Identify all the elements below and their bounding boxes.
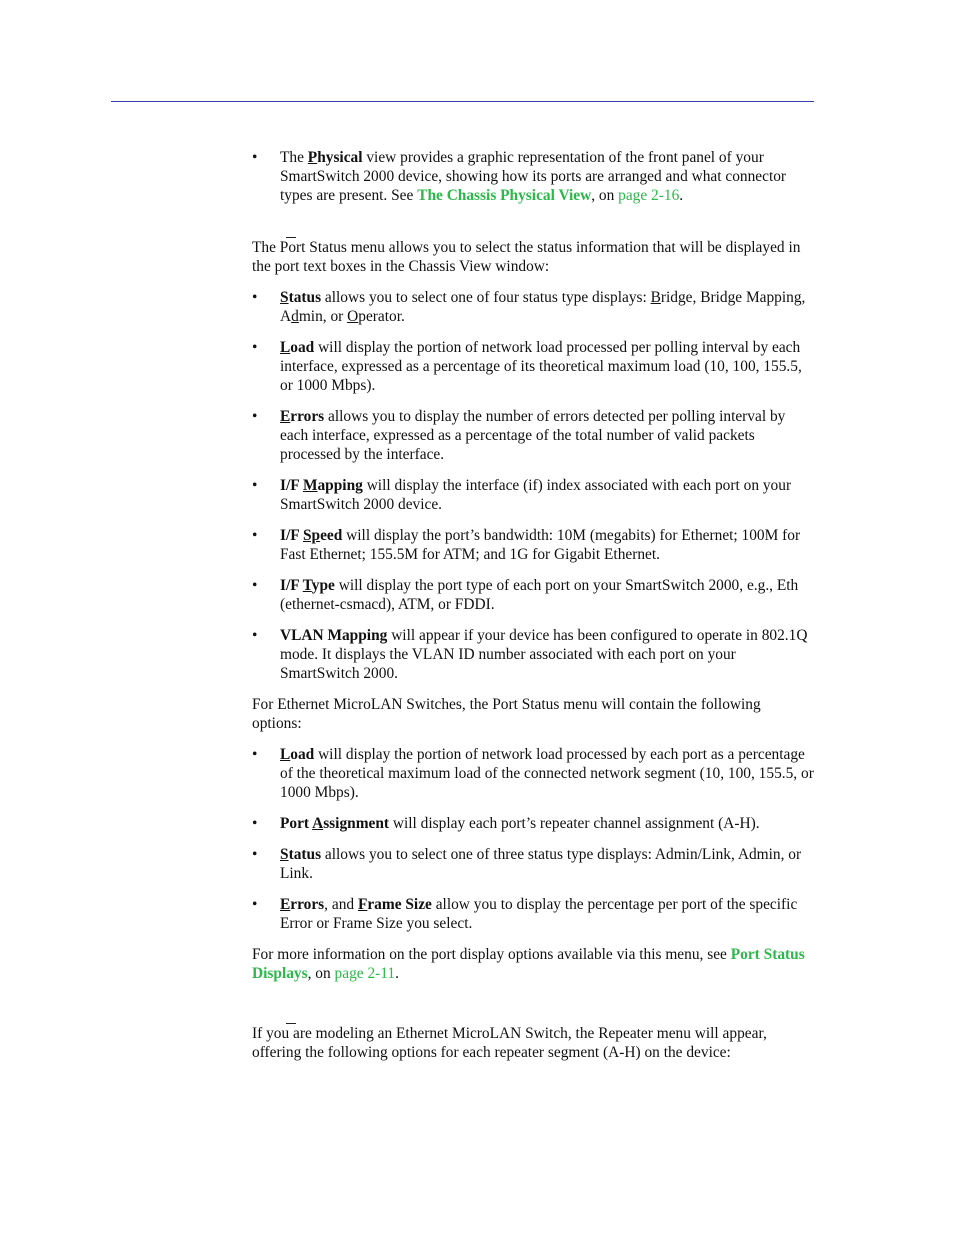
- ethernet-intro: For Ethernet MicroLAN Switches, the Port Status menu will contain the following options:: [252, 696, 761, 732]
- if-speed-term: [280, 527, 342, 544]
- page-body: [252, 148, 814, 1074]
- if-type-pre: I/F: [280, 577, 303, 594]
- status-option-admin-mnemonic: d: [291, 308, 299, 325]
- if-speed-term-rest: eed: [320, 527, 343, 544]
- bullet-marker: •: [252, 477, 258, 494]
- if-speed-pre: I/F: [280, 527, 303, 544]
- load-term: [280, 339, 314, 356]
- more-info-paragraph: [252, 945, 814, 983]
- status-option-operator: perator.: [358, 308, 405, 325]
- status-option-admin: min, or: [298, 308, 348, 325]
- if-speed-text: will display the port’s bandwidth: 10M (megabits) for Ethernet; 100M for Fast Ethernet; 155.5M for ATM; and 1G for Gigabit Ethernet.: [280, 527, 801, 563]
- bullet-ml-errors-frame: [252, 895, 814, 933]
- bullet-if-type: [252, 576, 814, 614]
- status-mnemonic: S: [280, 289, 289, 306]
- bullet-marker: •: [252, 289, 258, 306]
- bullet-marker: •: [252, 149, 258, 166]
- bullet-vlan-mapping: [252, 626, 814, 683]
- if-type-mnemonic: T: [302, 577, 312, 594]
- errors-mnemonic: E: [280, 408, 291, 425]
- ml-load-text: will display the portion of network load processed by each port as a percentage of the theoretical maximum load of the connected network segment (10, 100, 155.5, or 1000 Mbps).: [280, 746, 814, 801]
- errors-text: allows you to display the number of errors detected per polling interval by each interface, expressed as a percentage of the total number of valid packets processed by the interface.: [280, 408, 786, 463]
- physical-term: [308, 149, 363, 166]
- bullet-marker: •: [252, 815, 258, 832]
- if-mapping-term-rest: apping: [317, 477, 363, 494]
- errors-term-rest: rrors: [290, 408, 325, 425]
- if-speed-mnemonic: Sp: [302, 527, 321, 544]
- if-type-text: will display the port type of each port on your SmartSwitch 2000, e.g., Eth (ethernet-csmacd), ATM, or FDDI.: [280, 577, 799, 613]
- status-option-bridge: ridge, Bridge Mapping, A: [280, 289, 806, 325]
- port-assignment-term-rest: ssignment: [323, 815, 390, 832]
- ml-load-term: [280, 746, 314, 763]
- bullet-marker: •: [252, 746, 258, 763]
- more-info-pre: For more information on the port display options available via this menu, see: [252, 946, 731, 963]
- port-assignment-term: [280, 815, 389, 832]
- more-info-end: .: [395, 965, 399, 982]
- bullet-if-mapping: [252, 476, 814, 514]
- bullet-marker: •: [252, 527, 258, 544]
- errors-term: [280, 408, 324, 425]
- bullet-if-speed: [252, 526, 814, 564]
- physical-term-mnemonic: P: [307, 149, 318, 166]
- if-mapping-pre: I/F: [280, 477, 303, 494]
- bullet-ml-status: [252, 845, 814, 883]
- frame-size-mnemonic: F: [357, 896, 368, 913]
- ml-errors-term-rest: rrors: [290, 896, 325, 913]
- physical-pre: The: [280, 149, 308, 166]
- ml-load-term-rest: oad: [290, 746, 315, 763]
- frame-size-term: [358, 896, 432, 913]
- frame-size-term-rest: rame Size: [367, 896, 432, 913]
- link-page-2-11[interactable]: page 2-11: [334, 965, 396, 982]
- bullet-marker: •: [252, 896, 258, 913]
- load-mnemonic: L: [280, 339, 291, 356]
- bullet-load: [252, 338, 814, 395]
- bullet-status: [252, 288, 814, 326]
- bullet-physical: [252, 148, 814, 205]
- port-assignment-pre: Port: [280, 815, 313, 832]
- ml-status-term-rest: tatus: [288, 846, 322, 863]
- ml-status-text: allows you to select one of three status type displays: Admin/Link, Admin, or Link.: [280, 846, 802, 882]
- status-term-rest: tatus: [288, 289, 322, 306]
- ml-errors-mid: , and: [324, 896, 358, 913]
- status-option-operator-mnemonic: O: [347, 308, 359, 325]
- physical-text: view provides a graphic representation of the front panel of your SmartSwitch 2000 device, showing how its ports are arranged and what connector types are present. See: [280, 149, 787, 204]
- ml-status-term: [280, 846, 321, 863]
- ml-errors-term: [280, 896, 324, 913]
- bullet-marker: •: [252, 577, 258, 594]
- more-info-mid: , on: [307, 965, 335, 982]
- status-option-bridge-mnemonic: B: [650, 289, 661, 306]
- physical-term-rest: hysical: [317, 149, 363, 166]
- bullet-marker: •: [252, 339, 258, 356]
- ml-load-mnemonic: L: [280, 746, 291, 763]
- load-term-rest: oad: [290, 339, 315, 356]
- physical-end: .: [679, 187, 684, 204]
- vlan-term: VLAN Mapping: [280, 627, 388, 644]
- if-mapping-term: [280, 477, 363, 494]
- bullet-ml-load: [252, 745, 814, 802]
- physical-mid: , on: [591, 187, 619, 204]
- link-port-status-displays[interactable]: Port Status Displays: [252, 946, 805, 982]
- bullet-errors: [252, 407, 814, 464]
- if-type-term-rest: ype: [311, 577, 335, 594]
- bullet-marker: •: [252, 846, 258, 863]
- vlan-text: will appear if your device has been configured to operate in 802.1Q mode. It displays the VLAN ID number associated with each port on your SmartSwitch 2000.: [280, 627, 808, 682]
- link-page-2-16[interactable]: page 2-16: [618, 187, 680, 204]
- load-text: will display the portion of network load processed per polling interval by each interface, expressed as a percentage of its theoretical maximum load (10, 100, 155.5, or 1000 Mbps).: [280, 339, 802, 394]
- bullet-marker: •: [252, 408, 258, 425]
- bullet-marker: •: [252, 627, 258, 644]
- ml-errors-mnemonic: E: [280, 896, 291, 913]
- ml-errors-text: allow you to display the percentage per port of the specific Error or Frame Size you select.: [280, 896, 798, 932]
- bullet-port-assignment: [252, 814, 814, 833]
- if-type-term: [280, 577, 335, 594]
- link-chassis-physical-view[interactable]: The Chassis Physical View: [417, 187, 592, 204]
- ml-status-mnemonic: S: [280, 846, 289, 863]
- status-term: [280, 289, 321, 306]
- port-assignment-text: will display each port’s repeater channel assignment (A-H).: [389, 815, 760, 832]
- if-mapping-mnemonic: M: [302, 477, 318, 494]
- status-text: allows you to select one of four status type displays:: [321, 289, 651, 306]
- header-rule: [111, 101, 814, 102]
- port-status-intro: The Port Status menu allows you to select the status information that will be displayed in the port text boxes in the Chassis View window:: [252, 239, 801, 275]
- if-mapping-text: will display the interface (if) index associated with each port on your SmartSwitch 2000 device.: [280, 477, 792, 513]
- repeater-intro: If you are modeling an Ethernet MicroLAN Switch, the Repeater menu will appear, offering the following options for each repeater segment (A-H) on the device:: [252, 1025, 767, 1061]
- port-assignment-mnemonic: A: [312, 815, 324, 832]
